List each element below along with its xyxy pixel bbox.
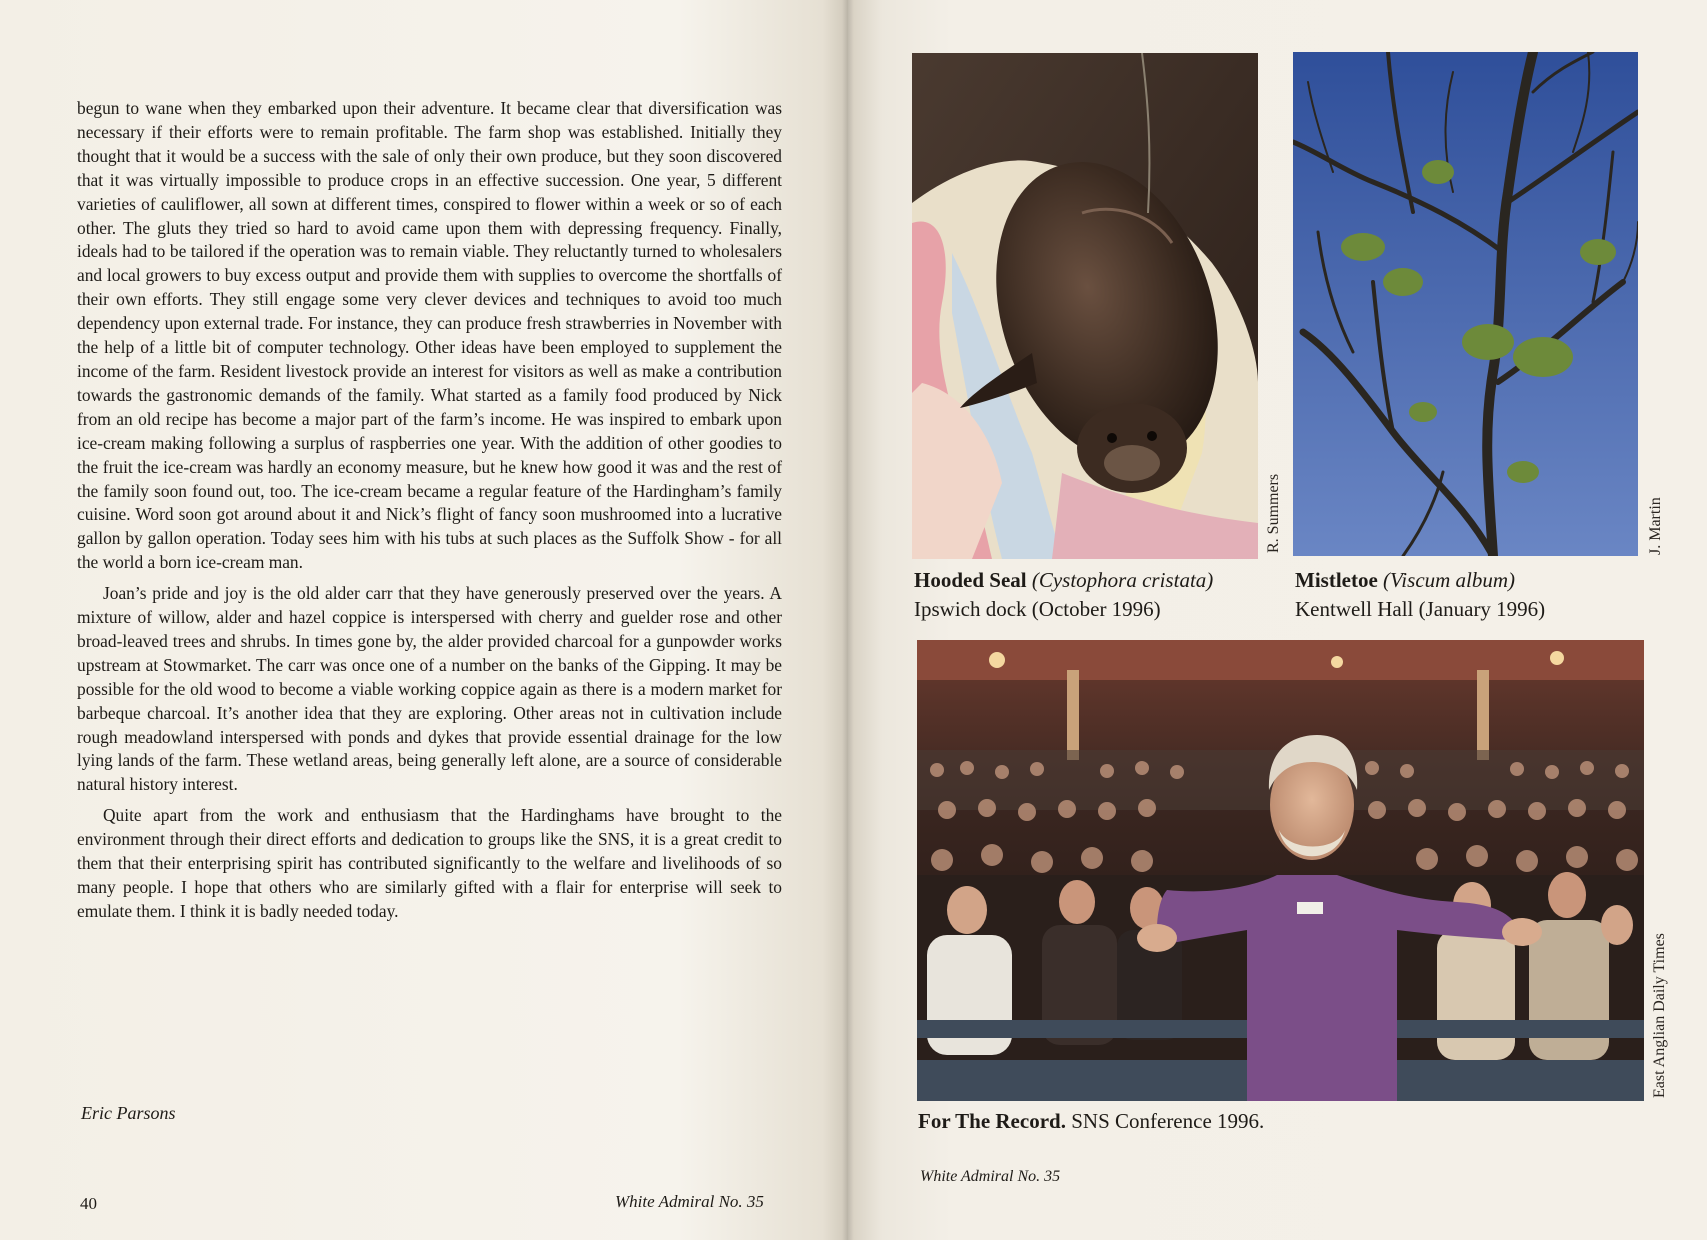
footer-journal-title-right: White Admiral No. 35: [920, 1168, 1061, 1185]
caption-mistletoe-title: Mistletoe: [1295, 568, 1378, 592]
caption-conference-title: For The Record.: [918, 1109, 1066, 1133]
caption-seal-location: Ipswich dock (October 1996): [914, 597, 1161, 621]
author-signature: Eric Parsons: [81, 1103, 176, 1123]
caption-mistletoe: [1295, 566, 1545, 624]
caption-seal-latin: (Cystophora cristata): [1031, 568, 1214, 592]
paragraph-3: Quite apart from the work and enthusiasm that the Hardinghams have brought to the environment through their direct efforts and dedication to groups like the SNS, it is a great credit to them that their enterprising spirit has contributed significantly to the welfare and livelihoods of so many people. I hope that others who are similarly gifted with a flair for enterprise will seek to emulate them. I think it is badly needed today.: [77, 805, 782, 921]
left-page: [0, 0, 848, 1240]
paragraph-1: begun to wane when they embarked upon their adventure. It became clear that diversification was necessary if their efforts were to remain profitable. The farm shop was established. Initially they thought that it would be a success with the sale of only their own produce, but they soon discovered that it was virtually impossible to produce crops in an effective succession. One year, 5 different varieties of cauliflower, all sown at different times, conspired to flower within a week or so of each other. The gluts they tried so hard to avoid came upon them with depressing frequency. Finally, ideals had to be tailored if the operation was to remain viable. They reluctantly turned to wholesalers and local growers to buy excess output and provide them with supplies to overcome the shortfalls of their own efforts. They still engage some very clever devices and techniques to avoid too much dependency upon external trade. For instance, they can produce fresh strawberries in November with the help of a little bit of computer technology. Other ideas have been employed to supplement the income of the farm. Resident livestock provide an interest for visitors as well as make a contribution towards the gastronomic demands of the family. What started as a family food produced by Nick from an old recipe has become a major part of the farm’s income. He was inspired to embark upon ice-cream making following a surplus of raspberries one year. With the addition of other goodies to the fruit the ice-cream was hardly an economy measure, but he knew how good it was and the rest of the family soon found out, too. The ice-cream became a regular feature of the Hardingham’s family cuisine. Word soon got around about it and Nick’s flight of fancy soon mushroomed into a lucrative gallon by gallon operation. Today sees him with his tubs at such places as the Suffolk Show - for all the world a born ice-cream man.: [77, 98, 782, 573]
page-number: 40: [80, 1194, 97, 1213]
caption-conference: [918, 1107, 1264, 1136]
caption-conference-event: SNS Conference 1996.: [1071, 1109, 1265, 1133]
caption-seal: [914, 566, 1213, 624]
hooded-seal-photo: [912, 53, 1258, 559]
caption-mistletoe-location: Kentwell Hall (January 1996): [1295, 597, 1546, 621]
paragraph-2: Joan’s pride and joy is the old alder carr that they have generously preserved over the years. A mixture of willow, alder and hazel coppice is interspersed with cherry and guelder rose and other broad-leaved trees and shrubs. In times gone by, the alder provided charcoal for a gunpowder works upstream at Stowmarket. The carr was once one of a number on the banks of the Gipping. It may be possible for the old wood to become a viable working coppice again as there is a modern market for barbeque charcoal. It’s another idea that they are exploring. Other areas not in cultivation include rough meadowland interspersed with ponds and dykes that provide essential drainage for the low lying lands of the farm. These wetland areas, being generally left alone, are a source of considerable natural history interest.: [77, 583, 782, 795]
book-gutter: [842, 0, 854, 1240]
article-text: [77, 97, 782, 931]
photo-credit-mistletoe: J. Martin: [1647, 497, 1664, 555]
caption-mistletoe-latin: (Viscum album): [1383, 568, 1516, 592]
photo-credit-conference: East Anglian Daily Times: [1651, 933, 1668, 1098]
footer-journal-title-left: White Admiral No. 35: [615, 1192, 764, 1211]
photo-credit-seal: R. Summers: [1265, 473, 1282, 553]
mistletoe-photo: [1293, 52, 1638, 556]
conference-photo: [917, 640, 1644, 1101]
caption-seal-title: Hooded Seal: [914, 568, 1027, 592]
